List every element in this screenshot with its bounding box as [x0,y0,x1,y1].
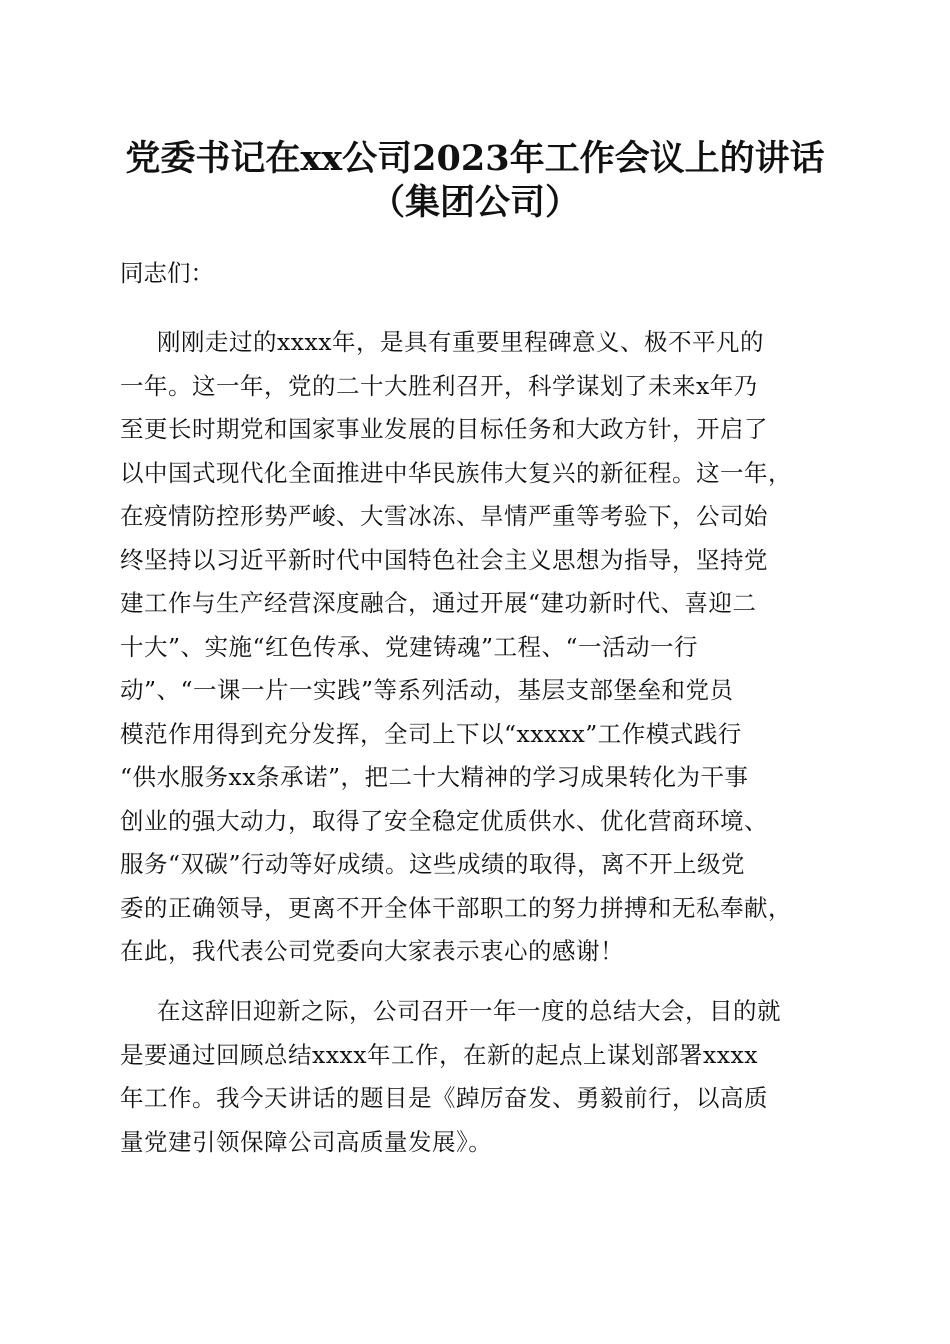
paragraph-line: 十大”、实施“红色传承、党建铸魂”工程、“一活动一行 [120,632,699,661]
paragraph-line: 动”、“一课一片一实践”等系列活动，基层支部堡垒和党员 [120,676,734,704]
paragraph-line: 在此，我代表公司党委向大家表示衷心的感谢！ [120,937,624,965]
paragraph-2 [120,990,832,1164]
paragraph-line: 以中国式现代化全面推进中华民族伟大复兴的新征程。这一年， [120,458,792,487]
paragraph-line: 年工作。我今天讲话的题目是《踔厉奋发、勇毅前行，以高质 [120,1084,768,1112]
paragraph-1 [120,321,832,974]
paragraph-line: 建工作与生产经营深度融合，通过开展“建功新时代、喜迎二 [120,589,757,617]
paragraph-line: 模范作用得到充分发挥，全司上下以“xxxxx”工作模式践行 [120,719,742,748]
paragraph-line: 终坚持以习近平新时代中国特色社会主义思想为指导，坚持党 [120,545,768,574]
paragraph-line: 委的正确领导，更离不开全体干部职工的努力拼搏和无私奉献， [120,893,792,922]
paragraph-line: 至更长时期党和国家事业发展的目标任务和大政方针，开启了 [120,415,768,443]
paragraph-line: 量党建引领保障公司高质量发展》。 [120,1127,493,1156]
paragraph-line: 一年。这一年，党的二十大胜利召开，科学谋划了未来x年乃 [120,371,758,400]
paragraph-line: 在疫情防控形势严峻、大雪冰冻、旱情严重等考验下，公司始 [120,502,768,530]
document-title: 党委书记在xx公司2023年工作会议上的讲话 [125,138,825,179]
paragraph-line: 创业的强大动力，取得了安全稳定优质供水、优化营商环境、 [120,806,768,835]
paragraph-line: “供水服务xx条承诺”，把二十大精神的学习成果转化为干事 [120,763,749,791]
greeting: 同志们： [120,259,214,287]
paragraph-line: 是要通过回顾总结xxxx年工作，在新的起点上谋划部署xxxx [120,1040,759,1069]
document-subtitle: （集团公司） [369,182,580,223]
paragraph-line: 刚刚走过的xxxx年，是具有重要里程碑意义、极不平凡的 [157,328,765,356]
paragraph-line: 在这辞旧迎新之际，公司召开一年一度的总结大会，目的就 [157,997,781,1025]
paragraph-line: 服务“双碳”行动等好成绩。这些成绩的取得，离不开上级党 [120,850,746,878]
